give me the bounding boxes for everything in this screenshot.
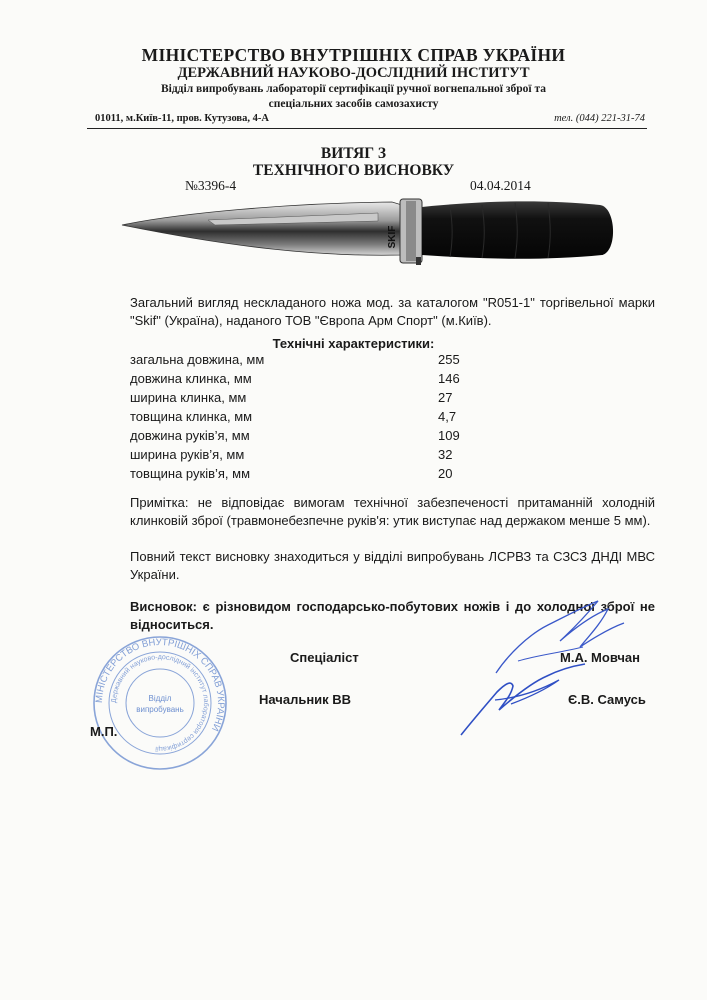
document-date: 04.04.2014 — [470, 178, 531, 193]
spec-value: 109 — [438, 428, 460, 443]
note-paragraph: Примітка: не відповідає вимогам технічної забезпеченості притаманній холодній клинковій зброї (травмонебезпечне руків'я: утик виступає над держаком менше 5 мм). — [130, 495, 655, 528]
stamp-center-line-1: Відділ — [148, 694, 172, 703]
spec-name: ширина клинка, мм — [130, 390, 247, 405]
document-title-line-2: ТЕХНІЧНОГО ВИСНОВКУ — [252, 162, 455, 179]
specialist-name: М.А. Мовчан — [560, 650, 640, 665]
spec-name: товщина руків’я, мм — [130, 466, 251, 481]
stamp-outer-text: МІНІСТЕРСТВО ВНУТРІШНІХ СПРАВ УКРАЇНИ — [93, 636, 227, 733]
spec-value: 32 — [438, 447, 453, 462]
knife-description: Загальний вигляд нескладаного ножа мод. за каталогом "R051-1" торгівельної марки "Skif" (Україна), наданого ТОВ "Європа Арм Спорт" (м.Київ). — [130, 295, 655, 328]
head-name: Є.В. Самусь — [568, 692, 646, 707]
stamp-center-line-2: випробувань — [136, 705, 184, 714]
full-text-note: Повний текст висновку знаходиться у відділі випробувань ЛСРВЗ та СЗСЗ ДНДІ МВС України. — [130, 549, 655, 582]
spec-value: 255 — [438, 352, 460, 367]
specialist-role: Спеціаліст — [290, 650, 359, 665]
spec-value: 27 — [438, 390, 453, 405]
specs-title: Технічні характеристики: — [272, 336, 435, 351]
spec-name: довжина клинка, мм — [130, 371, 252, 386]
head-role: Начальник ВВ — [259, 692, 352, 707]
spec-name: ширина руків’я, мм — [130, 447, 245, 462]
document-title-line-1: ВИТЯГ З — [320, 145, 387, 162]
spec-value: 20 — [438, 466, 453, 481]
knife-brand-mark: SKIF — [387, 225, 398, 249]
spec-name: товщина клинка, мм — [130, 409, 253, 424]
stamp-inner-text: Державний науково-дослідний інститут лабораторія сертифікації — [110, 653, 210, 753]
document-number: №3396-4 — [185, 178, 237, 193]
department-line-1: Відділ випробувань лабораторії сертифікації ручної вогнепальної зброї та — [161, 83, 546, 95]
seal-place-label: М.П. — [90, 724, 118, 739]
department-heading — [0, 82, 707, 112]
institute-heading: ДЕРЖАВНИЙ НАУКОВО-ДОСЛІДНИЙ ІНСТИТУТ — [177, 65, 530, 81]
phone: тел. (044) 221-31-74 — [554, 113, 645, 124]
knife-blade — [122, 202, 402, 255]
knife-image — [120, 195, 620, 267]
conclusion: Висновок: є різновидом господарсько-побутових ножів і до холодної зброї не відноситься. — [130, 599, 655, 632]
ministry-heading: МІНІСТЕРСТВО ВНУТРІШНІХ СПРАВ УКРАЇНИ — [141, 45, 566, 65]
department-line-2: спеціальних засобів самозахисту — [268, 98, 439, 110]
spec-value: 146 — [438, 371, 460, 386]
spec-name: довжина руків’я, мм — [130, 428, 250, 443]
spec-value: 4,7 — [438, 409, 457, 424]
address: 01011, м.Київ-11, пров. Кутузова, 4-А — [95, 113, 269, 124]
seal-stamp — [92, 635, 228, 771]
spec-name: загальна довжина, мм — [130, 352, 265, 367]
header-divider — [87, 128, 647, 129]
